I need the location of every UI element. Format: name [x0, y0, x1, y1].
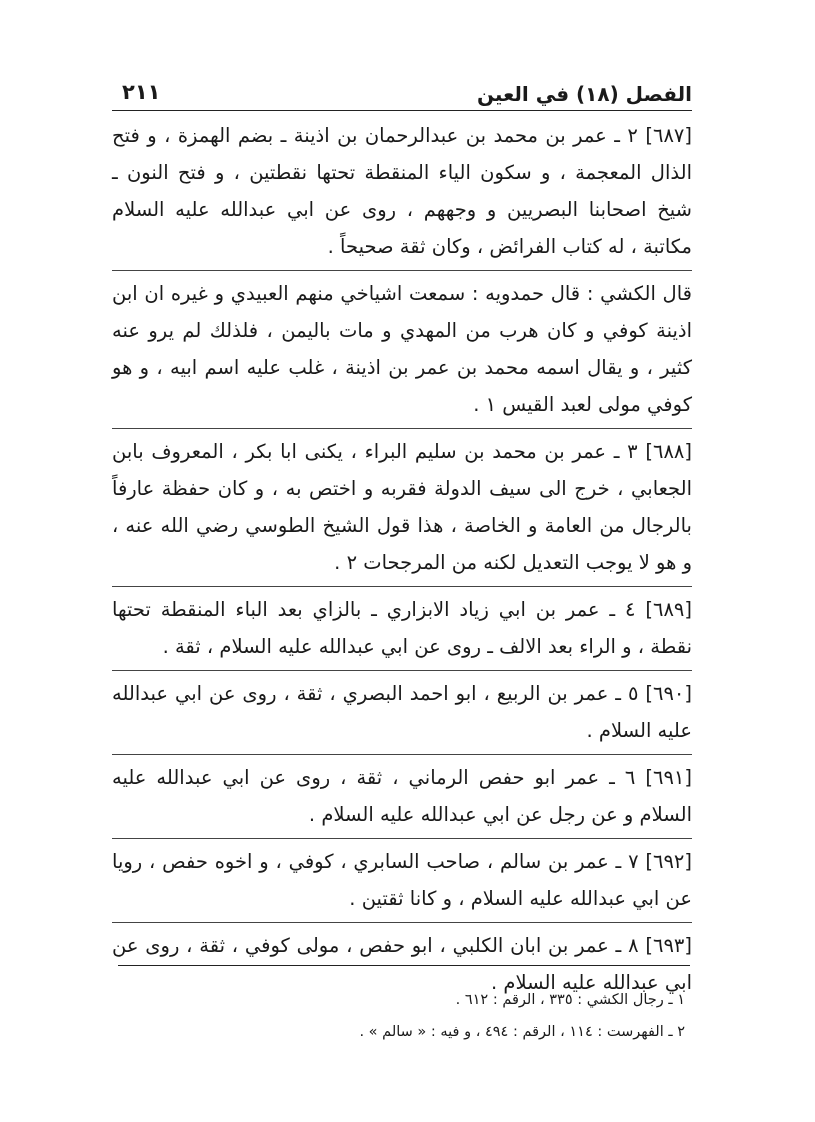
entry-687: [٦٨٧] ٢ ـ عمر بن محمد بن عبدالرحمان بن اذينة ـ بضم الهمزة ، و فتح الذال المعجمة ، و سكون الياء المنقطة تحتها نقطتين ، و فتح النون ـ شيخ اصحابنا البصريين و وجههم ، روى عن ابي عبدالله عليه السلام مكاتبة ، له كتاب الفرائض ، وكان ثقة صحيحاً .: [112, 124, 692, 258]
entry-693: [٦٩٣] ٨ ـ عمر بن ابان الكلبي ، ابو حفص ، مولى كوفي ، ثقة ، روى عن ابي عبدالله عليه السلام .: [112, 934, 692, 994]
entry-divider: [112, 754, 692, 755]
entry-691: [٦٩١] ٦ ـ عمر ابو حفص الرماني ، ثقة ، روى عن ابي عبدالله عليه السلام و عن رجل عن ابي عبدالله عليه السلام .: [112, 766, 692, 826]
entries-body: [112, 117, 692, 1001]
footnote-2: ٢ ـ الفهرست : ١١٤ ، الرقم : ٤٩٤ ، و فيه : « سالم » .: [359, 1024, 685, 1040]
chapter-title: الفصل (١٨) في العين: [476, 82, 692, 106]
entry-divider: [112, 922, 692, 923]
page-number: ٢١١: [122, 80, 161, 104]
entry-divider: [112, 670, 692, 671]
entry-divider: [112, 270, 692, 271]
footnote-1: ١ ـ رجال الكشي : ٣٣٥ ، الرقم : ٦١٢ .: [455, 992, 685, 1008]
entry-689: [٦٨٩] ٤ ـ عمر بن ابي زياد الابزاري ـ بالزاي بعد الباء المنقطة تحتها نقطة ، و الراء بعد الالف ـ روى عن ابي عبدالله عليه السلام ، ثقة .: [112, 598, 692, 658]
page-header: [112, 78, 692, 111]
footnote-divider: [118, 965, 690, 966]
entry-690: [٦٩٠] ٥ ـ عمر بن الربيع ، ابو احمد البصري ، ثقة ، روى عن ابي عبدالله عليه السلام .: [112, 682, 692, 742]
footnotes: [300, 984, 685, 1048]
entry-divider: [112, 428, 692, 429]
entry-divider: [112, 586, 692, 587]
entry-692: [٦٩٢] ٧ ـ عمر بن سالم ، صاحب السابري ، كوفي ، و اخوه حفص ، رويا عن ابي عبدالله عليه السلام ، و كانا ثقتين .: [112, 850, 692, 910]
entry-kashshi-note: قال الكشي : قال حمدويه : سمعت اشياخي منهم العبيدي و غيره ان ابن اذينة كوفي و كان هرب من المهدي و مات باليمن ، فلذلك لم يرو عنه كثير ، و يقال اسمه محمد بن عمر بن اذينة ، غلب عليه اسم ابيه ، و هو كوفي مولى لعبد القيس ١ .: [112, 282, 692, 416]
entry-688: [٦٨٨] ٣ ـ عمر بن محمد بن سليم البراء ، يكنى ابا بكر ، المعروف بابن الجعابي ، خرج الى سيف الدولة فقربه و اختص به ، و كان حفظة عارفاً بالرجال من العامة و الخاصة ، هذا قول الشيخ الطوسي رضي الله عنه ، و هو لا يوجب التعديل لكنه من المرجحات ٢ .: [112, 440, 692, 574]
entry-divider: [112, 838, 692, 839]
document-page: [112, 78, 692, 1001]
